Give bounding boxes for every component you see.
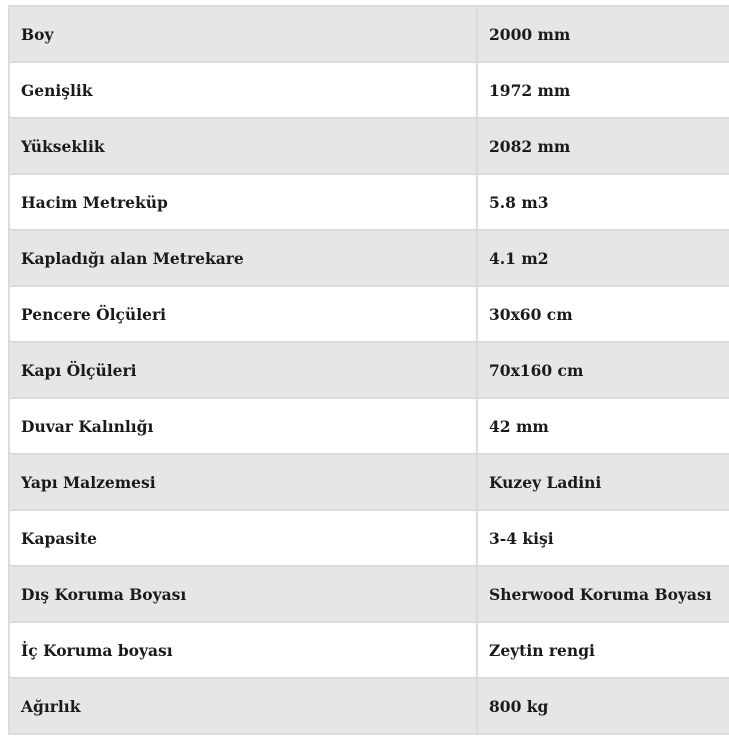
table-row [9, 342, 729, 398]
spec-value: 5.8 m3 [477, 174, 729, 230]
table-row [9, 230, 729, 286]
spec-table [8, 5, 729, 735]
spec-label: Boy [9, 6, 477, 62]
spec-label: İç Koruma boyası [9, 622, 477, 678]
spec-label: Yapı Malzemesi [9, 454, 477, 510]
spec-label: Duvar Kalınlığı [9, 398, 477, 454]
spec-value: Zeytin rengi [477, 622, 729, 678]
spec-value: 2082 mm [477, 118, 729, 174]
table-row [9, 62, 729, 118]
spec-value: 1972 mm [477, 62, 729, 118]
spec-value: 42 mm [477, 398, 729, 454]
table-row [9, 622, 729, 678]
spec-label: Kapı Ölçüleri [9, 342, 477, 398]
spec-label: Kapasite [9, 510, 477, 566]
table-row [9, 566, 729, 622]
spec-value: Sherwood Koruma Boyası [477, 566, 729, 622]
table-row [9, 286, 729, 342]
spec-value: 800 kg [477, 678, 729, 734]
table-row [9, 174, 729, 230]
spec-label: Hacim Metreküp [9, 174, 477, 230]
table-row [9, 510, 729, 566]
spec-value: 2000 mm [477, 6, 729, 62]
table-row [9, 398, 729, 454]
spec-label: Kapladığı alan Metrekare [9, 230, 477, 286]
table-row [9, 678, 729, 734]
spec-label: Genişlik [9, 62, 477, 118]
spec-value: 30x60 cm [477, 286, 729, 342]
spec-label: Dış Koruma Boyası [9, 566, 477, 622]
spec-label: Yükseklik [9, 118, 477, 174]
table-row [9, 6, 729, 62]
spec-value: 70x160 cm [477, 342, 729, 398]
spec-value: Kuzey Ladini [477, 454, 729, 510]
spec-label: Ağırlık [9, 678, 477, 734]
spec-label: Pencere Ölçüleri [9, 286, 477, 342]
table-row [9, 118, 729, 174]
spec-value: 3-4 kişi [477, 510, 729, 566]
table-row [9, 454, 729, 510]
spec-value: 4.1 m2 [477, 230, 729, 286]
